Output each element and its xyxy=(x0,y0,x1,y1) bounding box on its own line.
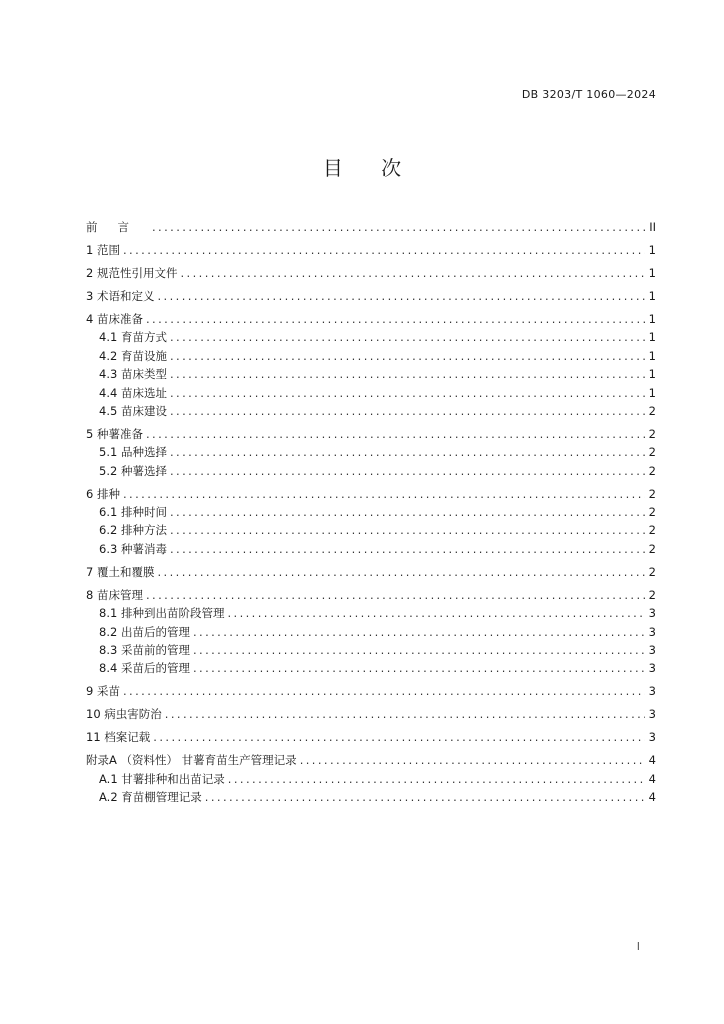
toc-entry-page: 2 xyxy=(648,564,656,579)
toc-entry[interactable] xyxy=(86,425,656,443)
toc-leader-dots xyxy=(165,705,645,723)
toc-entry-page: 3 xyxy=(648,606,656,621)
toc-entry-label: A.1 甘薯排种和出苗记录 xyxy=(99,771,225,786)
toc-leader-dots xyxy=(152,218,645,236)
toc-entry-label: 8.4 采苗后的管理 xyxy=(99,661,190,676)
toc-subentry[interactable] xyxy=(86,402,656,420)
toc-entry[interactable] xyxy=(86,728,656,746)
toc-subentry[interactable] xyxy=(86,365,656,383)
toc-leader-dots xyxy=(205,788,645,806)
toc-entry-label: 8 苗床管理 xyxy=(86,587,143,602)
toc-entry-label: 4.4 苗床选址 xyxy=(99,385,167,400)
toc-entry-label: 附录A （资料性） 甘薯育苗生产管理记录 xyxy=(86,753,297,768)
toc-subentry[interactable] xyxy=(86,659,656,677)
toc-entry-page: 3 xyxy=(648,707,656,722)
toc-entry-label: 4.3 苗床类型 xyxy=(99,367,167,382)
toc-entry-page: 3 xyxy=(648,730,656,745)
toc-subentry[interactable] xyxy=(86,604,656,622)
toc-subentry[interactable] xyxy=(86,443,656,461)
toc-entry-page: 2 xyxy=(648,403,656,418)
toc-subentry[interactable] xyxy=(86,540,656,558)
toc-entry-page: 4 xyxy=(648,753,656,768)
toc-leader-dots xyxy=(123,682,645,700)
toc-entry-page: 1 xyxy=(648,330,656,345)
toc-leader-dots xyxy=(170,443,645,461)
toc-subentry[interactable] xyxy=(86,623,656,641)
toc-title: 目 次 xyxy=(322,156,402,180)
toc-entry-page: 2 xyxy=(648,587,656,602)
toc-entry-label: 6.1 排种时间 xyxy=(99,505,167,520)
toc-leader-dots xyxy=(123,241,645,259)
toc-entry-page: 2 xyxy=(648,445,656,460)
toc-entry-page: 3 xyxy=(648,661,656,676)
toc-entry-page: 1 xyxy=(648,288,656,303)
toc-entry-label: 5.2 种薯选择 xyxy=(99,463,167,478)
toc-entry-label: 8.3 采苗前的管理 xyxy=(99,642,190,657)
toc-entry-page: 2 xyxy=(648,426,656,441)
toc-entry-label: 8.2 出苗后的管理 xyxy=(99,624,190,639)
toc-subentry[interactable] xyxy=(86,641,656,659)
toc-entry-label: 11 档案记载 xyxy=(86,730,151,745)
toc-leader-dots xyxy=(170,521,645,539)
toc-entry-label: A.2 育苗棚管理记录 xyxy=(99,790,202,805)
toc-leader-dots xyxy=(300,751,645,769)
toc-entry-label: 5.1 品种选择 xyxy=(99,445,167,460)
toc-entry[interactable] xyxy=(86,310,656,328)
toc-entry[interactable] xyxy=(86,586,656,604)
toc-entry-label: 4 苗床准备 xyxy=(86,311,143,326)
toc-entry-label: 7 覆土和覆膜 xyxy=(86,564,155,579)
toc-leader-dots xyxy=(193,623,645,641)
toc-leader-dots xyxy=(157,287,645,305)
toc-entry-page: 3 xyxy=(648,642,656,657)
toc-entry-label: 6.3 种薯消毒 xyxy=(99,541,167,556)
toc-entry-label: 8.1 排种到出苗阶段管理 xyxy=(99,606,225,621)
toc-leader-dots xyxy=(170,540,645,558)
toc-entry-label: 5 种薯准备 xyxy=(86,426,143,441)
toc-subentry[interactable] xyxy=(86,462,656,480)
toc-entry-page: 3 xyxy=(648,624,656,639)
toc-entry-page: 2 xyxy=(648,523,656,538)
toc-leader-dots xyxy=(146,425,645,443)
toc-entry-page: 1 xyxy=(648,348,656,363)
toc-leader-dots xyxy=(180,264,645,282)
toc-entry-label: 4.2 育苗设施 xyxy=(99,348,167,363)
toc-entry[interactable] xyxy=(86,751,656,769)
toc-entry-label: 2 规范性引用文件 xyxy=(86,265,178,280)
toc-subentry[interactable] xyxy=(86,328,656,346)
toc-leader-dots xyxy=(170,365,645,383)
toc-entry-label: 10 病虫害防治 xyxy=(86,707,162,722)
toc-leader-dots xyxy=(170,503,645,521)
toc-entry[interactable] xyxy=(86,264,656,282)
toc-entry[interactable] xyxy=(86,705,656,723)
toc-leader-dots xyxy=(170,462,645,480)
toc-leader-dots xyxy=(123,485,645,503)
toc-subentry[interactable] xyxy=(86,347,656,365)
toc-leader-dots xyxy=(170,384,645,402)
toc-leader-dots xyxy=(193,641,645,659)
toc-entry[interactable] xyxy=(86,218,656,236)
toc-entry-page: 1 xyxy=(648,242,656,257)
toc-subentry[interactable] xyxy=(86,521,656,539)
toc-entry[interactable] xyxy=(86,287,656,305)
toc-leader-dots xyxy=(170,347,645,365)
toc-subentry[interactable] xyxy=(86,503,656,521)
toc-entry-page: 3 xyxy=(648,684,656,699)
toc-entry-page: 1 xyxy=(648,367,656,382)
toc-entry-label: 4.5 苗床建设 xyxy=(99,403,167,418)
toc-entry-page: 4 xyxy=(648,771,656,786)
footer-page-number: I xyxy=(636,940,640,953)
toc-leader-dots xyxy=(146,310,645,328)
toc-leader-dots xyxy=(170,402,645,420)
toc-entry-label: 4.1 育苗方式 xyxy=(99,330,167,345)
toc-leader-dots xyxy=(157,563,645,581)
toc-leader-dots xyxy=(146,586,645,604)
toc-entry[interactable] xyxy=(86,682,656,700)
toc-entry[interactable] xyxy=(86,563,656,581)
toc-entry-page: 1 xyxy=(648,265,656,280)
toc-entry-page: II xyxy=(649,220,656,234)
toc-subentry[interactable] xyxy=(86,788,656,806)
toc-entry-label: 前言 xyxy=(86,220,149,234)
toc-entry-page: 2 xyxy=(648,541,656,556)
toc-entry-page: 1 xyxy=(648,385,656,400)
toc-subentry[interactable] xyxy=(86,384,656,402)
toc-leader-dots xyxy=(170,328,645,346)
toc-leader-dots xyxy=(227,604,645,622)
toc-entry[interactable] xyxy=(86,241,656,259)
toc-leader-dots xyxy=(193,659,645,677)
toc-leader-dots xyxy=(228,770,645,788)
toc-entry-label: 9 采苗 xyxy=(86,684,120,699)
toc-entry-page: 2 xyxy=(648,486,656,501)
toc-entry[interactable] xyxy=(86,485,656,503)
table-of-contents xyxy=(86,218,656,806)
toc-entry-label: 3 术语和定义 xyxy=(86,288,155,303)
toc-entry-label: 6.2 排种方法 xyxy=(99,523,167,538)
toc-subentry[interactable] xyxy=(86,770,656,788)
toc-entry-label: 6 排种 xyxy=(86,486,120,501)
toc-entry-page: 1 xyxy=(648,311,656,326)
toc-entry-page: 4 xyxy=(648,790,656,805)
document-code: DB 3203/T 1060—2024 xyxy=(521,88,656,101)
toc-leader-dots xyxy=(153,728,645,746)
toc-entry-label: 1 范围 xyxy=(86,242,120,257)
toc-entry-page: 2 xyxy=(648,505,656,520)
toc-entry-page: 2 xyxy=(648,463,656,478)
